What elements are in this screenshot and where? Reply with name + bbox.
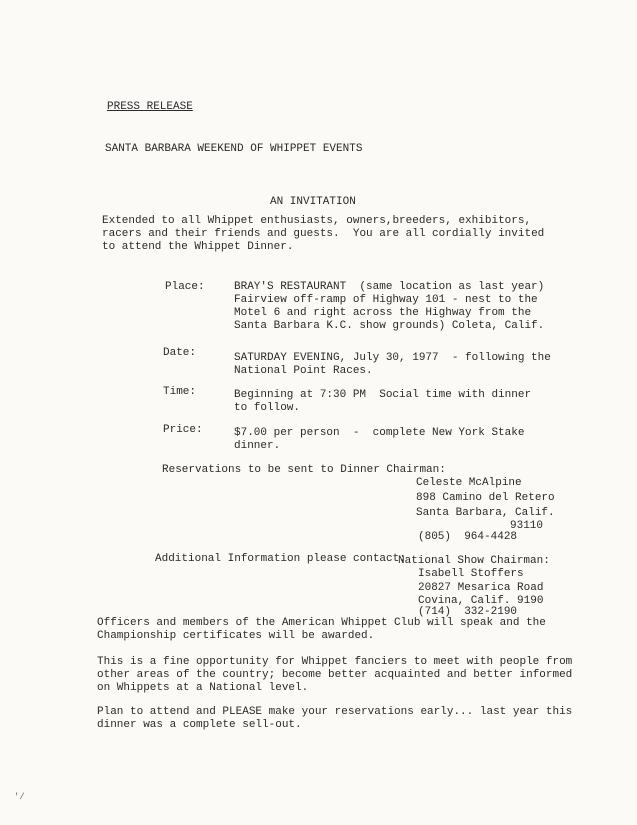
closing-line: Championship certificates will be awarded.: [97, 630, 375, 642]
additional-info-role: National Show Chairman:: [398, 555, 550, 567]
closing-line: This is a fine opportunity for Whippet fanciers to meet with people from: [97, 656, 573, 668]
additional-contact-line: Covina, Calif. 9190: [418, 595, 544, 607]
date-line: SATURDAY EVENING, July 30, 1977 - following the: [234, 352, 551, 364]
closing-line: other areas of the country; become better acquainted and better informed: [97, 669, 573, 681]
reservation-contact-line: 898 Camino del Retero: [416, 492, 555, 504]
reservation-contact-line: Santa Barbara, Calif.: [416, 507, 555, 519]
date-line: National Point Races.: [234, 365, 373, 377]
time-label: Time:: [163, 386, 197, 398]
place-line: Fairview off-ramp of Highway 101 - nest to the: [234, 294, 538, 306]
margin-mark: '/: [14, 792, 25, 802]
additional-contact-line: Isabell Stoffers: [418, 568, 524, 580]
price-line: dinner.: [234, 440, 281, 452]
additional-contact-line: 20827 Mesarica Road: [418, 582, 544, 594]
date-label: Date:: [163, 347, 197, 359]
reservation-contact-line: 93110: [510, 520, 544, 532]
closing-line: on Whippets at a National level.: [97, 682, 309, 694]
reservation-contact-line: (805) 964-4428: [418, 531, 518, 543]
price-label: Price:: [163, 424, 203, 436]
press-release-heading: PRESS RELEASE: [107, 101, 193, 113]
place-line: Motel 6 and right across the Highway from the: [234, 307, 532, 319]
intro-line: racers and their friends and guests. You are all cordially invited: [102, 228, 545, 240]
price-line: $7.00 per person - complete New York Stake: [234, 427, 525, 439]
intro-line: to attend the Whippet Dinner.: [102, 241, 294, 253]
place-label: Place:: [165, 281, 205, 293]
additional-contact-line: (714) 332-2190: [418, 606, 518, 618]
reservations-intro: Reservations to be sent to Dinner Chairman:: [162, 464, 446, 476]
reservation-contact-line: Celeste McAlpine: [416, 477, 522, 489]
invitation-heading: AN INVITATION: [270, 196, 356, 208]
closing-line: Officers and members of the American Whippet Club will speak and the: [97, 617, 546, 629]
closing-line: Plan to attend and PLEASE make your reservations early... last year this: [97, 706, 573, 718]
place-line: BRAY'S RESTAURANT (same location as last year): [234, 281, 545, 293]
time-line: to follow.: [234, 402, 301, 414]
closing-line: dinner was a complete sell-out.: [97, 719, 302, 731]
additional-info-intro: Additional Information please contact:: [155, 553, 406, 565]
intro-line: Extended to all Whippet enthusiasts, owners,breeders, exhibitors,: [102, 215, 532, 227]
event-title: SANTA BARBARA WEEKEND OF WHIPPET EVENTS: [105, 143, 363, 155]
place-line: Santa Barbara K.C. show grounds) Coleta, Calif.: [234, 320, 545, 332]
time-line: Beginning at 7:30 PM Social time with dinner: [234, 389, 532, 401]
